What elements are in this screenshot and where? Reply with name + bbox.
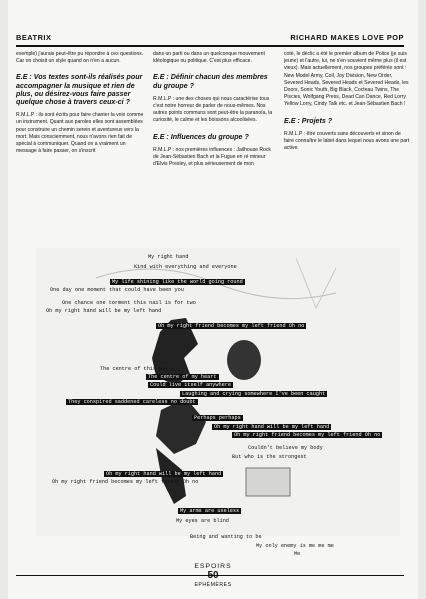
lyric-line: Oh my right hand will be my left hand	[106, 471, 222, 477]
header-rule	[16, 45, 404, 47]
question-heading: E.E : Vos textes sont-ils réalisés pour accompagner la musique et rien de plus, ou désirez-vous faire passer quelque chose à travers ceux-ci ?	[16, 73, 143, 107]
lyric-line: The centre of my heart	[148, 374, 217, 380]
question-heading: E.E : Projets ?	[284, 116, 333, 125]
question-heading: E.E : Influences du groupe ?	[153, 132, 249, 141]
magazine-page	[8, 0, 418, 599]
lyric-line: My eyes are blind	[176, 518, 229, 524]
paragraph: dans un parti ou dans un quelconque mouvement idéologique ou politique. C'est plus efficace.	[153, 51, 265, 65]
lyric-line: My life shining like the world going round	[112, 279, 243, 285]
paragraph: R.M.L.P : nos premières influences : Jailhouse Rock de Jean-Sébastien Bach et la Fugue en ré mineur d'Elvis Presley, et plus sérieusement de mon	[153, 146, 271, 168]
header-right: RICHARD MAKES LOVE POP	[290, 33, 404, 42]
lyric-line: One chance one torment this nail is for two	[62, 300, 196, 306]
lyric-line: Oh my right hand will be my left hand	[46, 308, 162, 314]
lyric-line: Oh my right hand will be my left hand	[214, 424, 330, 430]
lyric-line: Me	[294, 551, 301, 557]
header-left: BEATRIX	[16, 33, 52, 42]
lyric-line: My arms are useless	[180, 508, 240, 514]
lyric-line: One day one moment that could have been you	[50, 287, 184, 293]
page-number: 50	[207, 570, 219, 581]
lyric-line: Oh my right friend becomes my left friend Oh no	[52, 479, 199, 485]
architecture-sketch	[246, 468, 290, 496]
column-1	[16, 51, 147, 163]
lyric-line: Being and wanting to be	[190, 534, 262, 540]
column-3	[284, 51, 410, 160]
footer-subtitle: EPHÉMÈRES	[194, 582, 232, 588]
column-2	[153, 51, 275, 176]
lyric-line: Oh my right friend becomes my left friend Oh no	[234, 432, 381, 438]
lyric-line: But who is the strongest	[232, 454, 307, 460]
paragraph: R.M.L.P : une des choses qui nous caractérise tous c'est notre horreur de parler de nous-mêmes. Nos autres points communs sont peut-être la paranoïa, la curiosité, le calme et les boissons alcoolisées.	[153, 95, 273, 124]
lyric-line: Kind with everything and everyone	[134, 264, 237, 270]
paragraph: R.M.L.P : ils sont écrits pour faire chanter la voix comme un instrument. Quant aux paroles elles sont assemblées pour construire un chemin serein et aventureux vers la mort. Mais consciemment, nous n'avons rien fait de spécial à communiquer. Quand on a vraiment un message à faire passer, on s'inscrit	[16, 112, 144, 155]
lyric-line: My only enemy is me me me	[256, 543, 334, 549]
paragraph: coté, le déclic a été le premier album de Police (je suis jeune) et l'autre, lui, ne s'en souvient même plus (il est vieux). Mais actuellement, nos groupes préférés sont : New Model Army, Coil, Joy Division, New Order, Severed Heads, Severed Heads et Severed Heads, les Doors, Sonic Youth, Big Black, Cocteau Twins, The Piscies, Wolfgang Press, Dead Can Dance, Red Lorry Yellow Lorry, Cindy Talk etc. et Jean-Sébastien Bach !	[284, 51, 409, 108]
lyrics-collage	[36, 248, 400, 536]
footer-section: ESPOIRS	[194, 563, 232, 570]
dark-sphere	[227, 340, 261, 380]
lyric-line: Could live itself anywhere	[150, 382, 231, 388]
lyric-line: Oh my right friend becomes my left friend Oh no	[158, 323, 305, 329]
paragraph: R.M.L.P : être couverts sans découverts et sinon de faire connaître le label dans lequel nous avons une part active.	[284, 130, 410, 152]
lyric-line: The centre of this world	[100, 366, 175, 372]
lyric-line: Perhaps perhaps	[194, 415, 241, 421]
question-heading: E.E : Définir chacun des membres du groupe ?	[153, 73, 268, 90]
lyric-line: Couldn't believe my body	[248, 445, 323, 451]
lyric-line: They conspired saddened careless no doubt	[68, 399, 196, 405]
paragraph: exemple) j'aurais peut-être pu répondre à ces questions. Car on choisit un style quand on n'en a aucun.	[16, 51, 144, 65]
lyric-line: My right hand	[148, 254, 189, 260]
lyric-line: Laughing and crying somewhere I've been caught	[182, 391, 326, 397]
